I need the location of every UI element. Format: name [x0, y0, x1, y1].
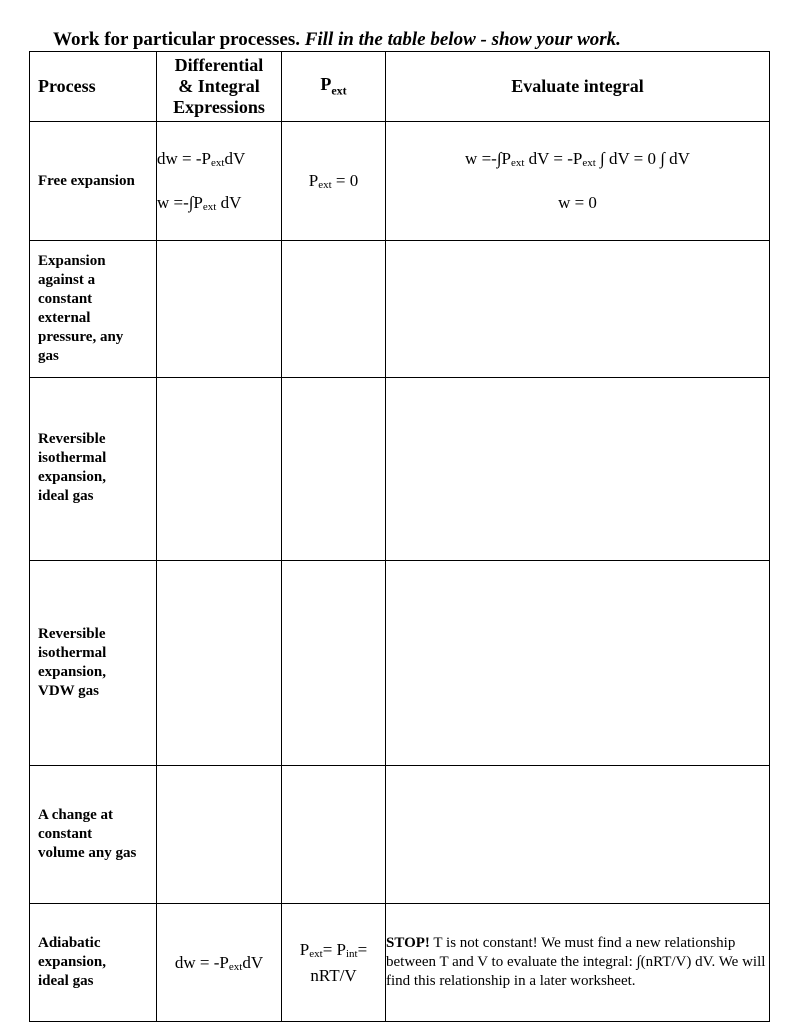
header-differential-line3: Expressions: [173, 97, 265, 117]
pext-adiabatic-line1: [282, 939, 385, 965]
diff-free-line2: [157, 193, 281, 213]
diff-constant-volume-blank[interactable]: [157, 766, 282, 904]
process-rev-iso-vdw-l1: Reversible: [38, 626, 106, 642]
pext-free-sub: ext: [318, 179, 332, 191]
header-evaluate: Evaluate integral: [386, 52, 770, 122]
diff-adiabatic-post: dV: [242, 952, 264, 972]
pext-free-post: = 0: [331, 171, 359, 190]
header-differential: [157, 52, 282, 122]
process-constant-volume-l3: volume any gas: [38, 845, 137, 861]
process-constant-pressure: [30, 241, 157, 378]
row-reversible-isothermal-ideal: [30, 378, 770, 561]
eval-free-line1: [386, 149, 769, 169]
header-differential-line1: Differential: [174, 55, 264, 75]
header-row: [30, 52, 770, 122]
header-pext-sub: ext: [331, 83, 347, 98]
diff-free-line2-post: dV: [216, 193, 242, 212]
process-rev-iso-ideal-l4: ideal gas: [38, 488, 94, 504]
eval-rev-iso-ideal-blank[interactable]: [386, 378, 770, 561]
eval-free-a: w =-∫P: [465, 149, 511, 168]
row-constant-volume: [30, 766, 770, 904]
process-rev-iso-ideal-l1: Reversible: [38, 431, 106, 447]
diff-free-line1-post: dV: [224, 149, 246, 168]
process-constant-pressure-l5: pressure, any: [38, 329, 124, 345]
diff-free-line1: [157, 149, 281, 169]
row-reversible-isothermal-vdw: [30, 561, 770, 766]
eval-constant-pressure-blank[interactable]: [386, 241, 770, 378]
title-bold: Work for particular processes.: [53, 29, 300, 50]
pext-constant-volume-blank[interactable]: [282, 766, 386, 904]
stop-label: STOP!: [386, 935, 430, 951]
pext-adiabatic: [282, 904, 386, 1022]
process-adiabatic-l1: Adiabatic: [38, 935, 101, 951]
process-adiabatic-l3: ideal gas: [38, 973, 94, 989]
pext-adiabatic-line2: nRT/V: [310, 966, 357, 985]
page-title: [53, 29, 621, 51]
diff-adiabatic: [157, 904, 282, 1022]
diff-free-line1-sub: ext: [210, 157, 225, 169]
eval-rev-iso-vdw-blank[interactable]: [386, 561, 770, 766]
process-constant-pressure-l4: external: [38, 310, 91, 326]
header-process: Process: [30, 52, 157, 122]
diff-adiabatic-pre: dw = -P: [174, 952, 229, 972]
title-italic: Fill in the table below - show your work.: [304, 29, 621, 50]
pext-adiabatic-a: P: [299, 940, 310, 959]
header-pext: [282, 52, 386, 122]
pext-free-expansion: [282, 122, 386, 241]
eval-free-sub2: ext: [582, 157, 596, 169]
process-constant-pressure-l6: gas: [38, 348, 59, 364]
pext-adiabatic-sub1: ext: [309, 948, 323, 960]
pext-constant-pressure-blank[interactable]: [282, 241, 386, 378]
pext-adiabatic-sub2: int: [346, 948, 358, 960]
process-free-expansion: Free expansion: [30, 122, 157, 241]
pext-rev-iso-vdw-blank[interactable]: [282, 561, 386, 766]
process-constant-volume-l1: A change at: [38, 807, 113, 823]
process-constant-pressure-l1: Expansion: [38, 253, 106, 269]
pext-adiabatic-c: =: [357, 940, 368, 959]
process-rev-iso-vdw-l3: expansion,: [38, 664, 106, 680]
eval-free-line2: w = 0: [558, 193, 597, 212]
eval-free-b: dV = -P: [524, 149, 583, 168]
pext-free-pre: P: [308, 171, 319, 190]
diff-adiabatic-sub: ext: [228, 960, 243, 973]
diff-free-expansion: [157, 122, 282, 241]
eval-free-sub1: ext: [510, 157, 525, 169]
diff-free-line2-sub: ext: [202, 201, 217, 213]
row-constant-pressure: [30, 241, 770, 378]
process-constant-pressure-l2: against a: [38, 272, 96, 288]
process-constant-pressure-l3: constant: [38, 291, 93, 307]
process-rev-iso-ideal: [30, 378, 157, 561]
diff-rev-iso-vdw-blank[interactable]: [157, 561, 282, 766]
header-pext-p: P: [320, 74, 332, 95]
process-rev-iso-ideal-l2: isothermal: [38, 450, 107, 466]
process-adiabatic: [30, 904, 157, 1022]
process-rev-iso-ideal-l3: expansion,: [38, 469, 106, 485]
eval-free-c: ∫ dV = 0 ∫ dV: [595, 149, 690, 168]
diff-free-line1-pre: dw = -P: [157, 149, 211, 168]
eval-free-expansion: [386, 122, 770, 241]
eval-constant-volume-blank[interactable]: [386, 766, 770, 904]
pext-adiabatic-b: = P: [322, 940, 346, 959]
process-constant-volume-l2: constant: [38, 826, 93, 842]
eval-adiabatic-stop-note: [386, 904, 770, 1022]
diff-constant-pressure-blank[interactable]: [157, 241, 282, 378]
stop-text: T is not constant! We must find a new relationship between T and V to evaluate the integral: ∫(nRT/V) dV. We will find this relationship in a later worksheet.: [386, 935, 766, 989]
row-adiabatic: [30, 904, 770, 1022]
process-rev-iso-vdw-l2: isothermal: [38, 645, 107, 661]
row-free-expansion: [30, 122, 770, 241]
process-constant-volume: [30, 766, 157, 904]
work-table: [29, 51, 770, 1022]
diff-rev-iso-ideal-blank[interactable]: [157, 378, 282, 561]
header-differential-line2: & Integral: [178, 76, 260, 96]
process-rev-iso-vdw-l4: VDW gas: [38, 683, 99, 699]
diff-free-line2-pre: w =-∫P: [157, 193, 203, 212]
process-adiabatic-l2: expansion,: [38, 954, 106, 970]
process-rev-iso-vdw: [30, 561, 157, 766]
pext-rev-iso-ideal-blank[interactable]: [282, 378, 386, 561]
